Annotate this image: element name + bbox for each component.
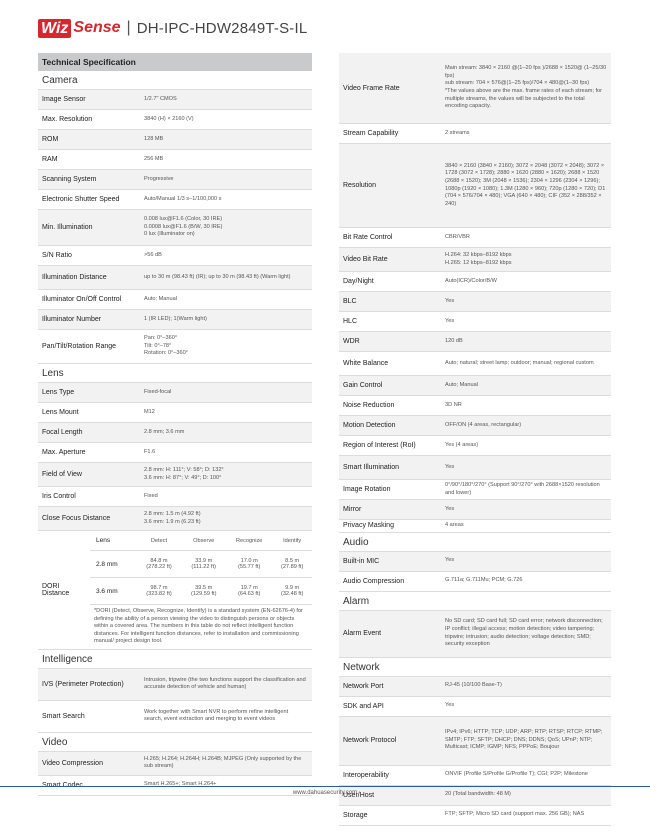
spec-label: Gain Control — [343, 382, 383, 389]
spec-value: Fixed — [144, 492, 158, 499]
spec-row-illumination-distance — [38, 266, 312, 290]
spec-label: Audio Compression — [343, 577, 405, 585]
spec-label: Max. Aperture — [42, 449, 86, 456]
spec-label: Video Frame Rate — [343, 84, 400, 92]
spec-row-max-resolution — [38, 110, 312, 130]
footer-url: www.dahuasecurity.com — [292, 790, 358, 796]
dori-table — [90, 531, 312, 605]
spec-row-wdr — [339, 332, 611, 352]
spec-value: Progressive — [144, 175, 174, 182]
logo-sense: Sense — [73, 19, 121, 36]
dori-header-observe: Observe — [181, 531, 226, 551]
spec-row-motion-detection — [339, 416, 611, 436]
section-title-camera: Camera — [38, 71, 312, 90]
spec-row-illuminator-number — [38, 310, 312, 330]
spec-row-day-night — [339, 272, 611, 292]
spec-label: Image Sensor — [42, 96, 86, 103]
spec-value: 20 (Total bandwidth: 48 M) — [445, 791, 511, 798]
spec-value: RJ-45 (10/100 Base-T) — [445, 682, 502, 689]
spec-row-pan-tilt-rotation-range — [38, 330, 312, 364]
spec-row-lens-mount — [38, 403, 312, 423]
spec-label: Pan/Tilt/Rotation Range — [42, 343, 117, 350]
wizsense-logo — [38, 19, 121, 38]
spec-row-ivs-perimeter-protection — [38, 669, 312, 701]
spec-label: Storage — [343, 811, 368, 819]
spec-row-network-port — [339, 677, 611, 697]
spec-value: Yes — [445, 557, 455, 564]
spec-value: 120 dB — [445, 337, 463, 344]
dori-row — [90, 551, 312, 578]
spec-value: Auto; Manual — [445, 381, 478, 388]
dori-value: 33.9 m (111.22 ft) — [181, 551, 226, 578]
spec-label: Max. Resolution — [42, 116, 93, 123]
spec-label: User/Host — [343, 791, 375, 799]
spec-label: Network Protocol — [343, 737, 397, 745]
spec-label: Smart Illumination — [343, 464, 400, 471]
spec-value: CBR/VBR — [445, 233, 470, 240]
spec-label: Iris Control — [42, 493, 76, 500]
dori-lens: 2.8 mm — [90, 551, 137, 578]
spec-label: White Balance — [343, 360, 389, 367]
spec-row-privacy-masking — [339, 520, 611, 533]
spec-label: Min. Illumination — [42, 224, 93, 231]
spec-row-hlc — [339, 312, 611, 332]
spec-value: 3D NR — [445, 401, 462, 408]
spec-row-bit-rate-control — [339, 228, 611, 248]
dori-header-identify: Identify — [272, 531, 312, 551]
spec-row-region-of-interest-roi — [339, 436, 611, 456]
spec-value: No SD card; SD card full; SD card error; network disconnection; IP conflict; illegal access; motion detection; video tampering; tripwire; intrusion; audio detection; voltage detection; SMD; security exception — [445, 618, 603, 648]
spec-row-video-frame-rate — [339, 53, 611, 124]
dori-value: 17.0 m (55.77 ft) — [226, 551, 272, 578]
spec-value: M12 — [144, 408, 155, 415]
spec-label: Lens Type — [42, 389, 75, 396]
section-title-audio: Audio — [339, 533, 611, 552]
dori-value: 84.8 m (278.22 ft) — [137, 551, 182, 578]
spec-label: S/N Ratio — [42, 252, 72, 259]
dori-value: 8.5 m (27.89 ft) — [272, 551, 312, 578]
spec-value: 2 streams — [445, 129, 470, 136]
spec-label: IVS (Perimeter Protection) — [42, 680, 124, 688]
spec-value: >56 dB — [144, 251, 162, 258]
spec-value: 2.8 mm: 1.5 m (4.92 ft) 3.6 mm: 1.9 m (6.23 ft) — [144, 510, 201, 525]
spec-value: ONVIF (Profile S/Profile G/Profile T); CGI; P2P; Milestone — [445, 771, 588, 778]
spec-value: H.265; H.264; H.264H; H.264B; MJPEG (Only supported by the sub stream) — [144, 755, 302, 770]
spec-value: up to 30 m (98.43 ft) (IR); up to 30 m (98.43 ft) (Warm light) — [144, 273, 291, 280]
spec-value: 0.008 lux@F1.6 (Color, 30 IRE) 0.0008 lux@F1.6 (B/W, 30 IRE) 0 lux (Illuminator on) — [144, 216, 223, 238]
spec-value: Yes — [445, 317, 455, 324]
spec-row-iris-control — [38, 487, 312, 507]
dori-header-lens: Lens — [90, 531, 137, 551]
spec-row-image-rotation — [339, 480, 611, 500]
spec-value: Yes — [445, 297, 455, 304]
spec-label: Video Compression — [42, 759, 103, 767]
spec-label: Scanning System — [42, 176, 97, 183]
spec-label: Mirror — [343, 506, 362, 513]
spec-value: Auto(ICR)/Color/B/W — [445, 277, 497, 284]
spec-value: 2.8 mm: H: 111°; V: 58°; D: 132° 3.6 mm: H: 87°; V: 49°; D: 100° — [144, 466, 224, 481]
spec-row-video-compression — [38, 752, 312, 776]
spec-label: Illumination Distance — [42, 274, 107, 281]
spec-row-resolution — [339, 144, 611, 228]
spec-value: 1 (IR LED); 1(Warm light) — [144, 315, 207, 322]
spec-value: 4 areas — [445, 522, 464, 528]
dori-value: 98.7 m (323.82 ft) — [137, 578, 182, 605]
spec-label: Field of View — [42, 471, 82, 478]
spec-value: Auto; Manual — [144, 295, 177, 302]
spec-value: Yes — [445, 505, 455, 512]
spec-row-audio-compression — [339, 572, 611, 592]
spec-label: Smart Codec — [42, 781, 83, 789]
spec-label: Interoperability — [343, 771, 389, 779]
spec-value: 0°/90°/180°/270° (Support 90°/270° with 2688×1520 resolution and lower) — [445, 481, 600, 496]
spec-row-smart-search — [38, 701, 312, 733]
spec-label: Privacy Masking — [343, 522, 394, 530]
spec-label: BLC — [343, 298, 357, 305]
spec-row-ram — [38, 150, 312, 170]
spec-row-alarm-event — [339, 611, 611, 658]
spec-label: Electronic Shutter Speed — [42, 196, 120, 203]
spec-value: Intrusion, tripwire (the two functions support the classification and accurate detection of vehicle and human) — [144, 676, 306, 691]
spec-value: OFF/ON (4 areas, rectangular) — [445, 421, 522, 428]
spec-label: ROM — [42, 136, 59, 143]
spec-label: Bit Rate Control — [343, 234, 393, 241]
section-title-network: Network — [339, 658, 611, 677]
dori-lens: 3.6 mm — [90, 578, 137, 605]
spec-value: IPv4; IPv6; HTTP; TCP; UDP; ARP; RTP; RTSP; RTCP; RTMP; SMTP; FTP; SFTP; DHCP; DNS; DDNS; QoS; UPnP; NTP; Multicast; ICMP; IGMP; NFS; PPPoE; Boujour — [445, 729, 603, 751]
spec-label: Lens Mount — [42, 409, 79, 416]
left-column — [38, 53, 312, 796]
dori-value: 9.9 m (32.48 ft) — [272, 578, 312, 605]
spec-value: FTP; SFTP; Micro SD card (support max. 256 GB); NAS — [445, 811, 585, 818]
spec-label: SDK and API — [343, 702, 384, 710]
spec-label: Close Focus Distance — [42, 515, 111, 522]
spec-value: 128 MB — [144, 135, 164, 142]
spec-value: F1.6 — [144, 448, 156, 455]
spec-row-gain-control — [339, 376, 611, 396]
spec-value: Fixed-focal — [144, 388, 172, 395]
spec-row-noise-reduction — [339, 396, 611, 416]
section-title-intelligence: Intelligence — [38, 650, 312, 669]
spec-row-mirror — [339, 500, 611, 520]
spec-row-smart-illumination — [339, 456, 611, 480]
spec-row-storage — [339, 806, 611, 826]
spec-row-built-in-mic — [339, 552, 611, 572]
spec-value: 2.8 mm; 3.6 mm — [144, 428, 185, 435]
spec-label: Day/Night — [343, 278, 374, 285]
spec-label: Resolution — [343, 182, 377, 189]
footer-divider — [0, 786, 650, 787]
model-number: DH-IPC-HDW2849T-S-IL — [136, 19, 308, 37]
spec-label: WDR — [343, 338, 360, 345]
logo-wiz: Wiz — [38, 19, 71, 38]
spec-value: Main stream: 3840 × 2160 @(1–20 fps )/2688 × 1520@ (1–25/30 fps) sub stream: 704 × 576@(1–25 fps)/704 × 480@(1–30 fps) *The values above are the max. frame rates of each stream; for multiple streams, the values will be subjected to the total encoding capacity. — [445, 65, 607, 110]
spec-row-blc — [339, 292, 611, 312]
spec-row-rom — [38, 130, 312, 150]
dori-row — [90, 578, 312, 605]
spec-value: Auto; natural; street lamp; outdoor; manual; regional custom — [445, 359, 594, 366]
spec-label: Noise Reduction — [343, 402, 395, 409]
section-title-alarm: Alarm — [339, 592, 611, 611]
spec-value: Work together with Smart NVR to perform refine intelligent search, event extraction and merging to event videos — [144, 708, 289, 723]
spec-value: 1/2.7" CMOS — [144, 95, 177, 102]
spec-row-network-protocol — [339, 717, 611, 766]
right-column — [339, 53, 611, 826]
spec-label: Video Bit Rate — [343, 256, 388, 263]
spec-value: 3840 × 2160 (3840 × 2160); 3072 × 2048 (3072 × 2048); 3072 × 1728 (3072 × 1728); 2880 × 1620 (2880 × 1620); 2688 × 1520 (2688 × 1520); 3M (2048 × 1536); 2304 × 1296 (2304 × 1296); 1080p (1920 × 1080); 1.3M (1280 × 960); 720p (1280 × 720); D1 (704 × 576/704 × 480); VGA (640 × 480); CIF (352 × 288/352 × 240) — [445, 162, 606, 207]
spec-row-white-balance — [339, 352, 611, 376]
spec-value: Yes (4 areas) — [445, 441, 479, 448]
spec-row-s-n-ratio — [38, 246, 312, 266]
dori-value: 39.5 m (129.59 ft) — [181, 578, 226, 605]
spec-row-illuminator-on-off-control — [38, 290, 312, 310]
dori-header-detect: Detect — [137, 531, 182, 551]
spec-row-electronic-shutter-speed — [38, 190, 312, 210]
spec-row-sdk-and-api — [339, 697, 611, 717]
dori-label: DORI Distance — [42, 582, 70, 597]
spec-value: Auto/Manual 1/3 s–1/100,000 s — [144, 195, 222, 202]
spec-label: Illuminator On/Off Control — [42, 296, 122, 303]
spec-value: G.711a; G.711Mu; PCM; G.726 — [445, 577, 523, 584]
section-title-lens: Lens — [38, 364, 312, 383]
spec-value: H.264: 32 kbps–8192 kbps H.265: 12 kbps–8192 kbps — [445, 251, 512, 266]
spec-label: Motion Detection — [343, 422, 396, 429]
page-header — [38, 18, 307, 38]
spec-label: Alarm Event — [343, 630, 382, 638]
spec-value: 256 MB — [144, 155, 164, 162]
spec-value: Yes — [445, 702, 455, 709]
spec-row-stream-capability — [339, 124, 611, 144]
spec-row-lens-type — [38, 383, 312, 403]
spec-label: Smart Search — [42, 712, 85, 720]
spec-value: 3840 (H) × 2160 (V) — [144, 115, 194, 122]
spec-row-field-of-view — [38, 463, 312, 487]
header-separator: | — [126, 19, 131, 36]
section-title-video: Video — [38, 733, 312, 752]
spec-row-max-aperture — [38, 443, 312, 463]
spec-label: Stream Capability — [343, 130, 399, 137]
spec-label: Region of Interest (RoI) — [343, 442, 416, 449]
spec-label: Built-in MIC — [343, 557, 380, 565]
dori-header-recognize: Recognize — [226, 531, 272, 551]
spec-row-video-bit-rate — [339, 248, 611, 272]
spec-row-min-illumination — [38, 210, 312, 246]
spec-label: Focal Length — [42, 429, 83, 436]
spec-row-focal-length — [38, 423, 312, 443]
spec-row-close-focus-distance — [38, 507, 312, 531]
spec-row-image-sensor — [38, 90, 312, 110]
spec-value: Pan: 0°–360° Tilt: 0°–78° Rotation: 0°–360° — [144, 335, 188, 357]
dori-value: 19.7 m (64.63 ft) — [226, 578, 272, 605]
spec-label: HLC — [343, 318, 358, 325]
dori-distance-block — [38, 531, 312, 650]
spec-label: Network Port — [343, 682, 384, 690]
spec-banner: Technical Specification — [38, 53, 312, 71]
spec-row-scanning-system — [38, 170, 312, 190]
dori-note: *DORI (Detect, Observe, Recognize, Identify) is a standard system (EN-62676-4) for defining the ability of a person viewing the video to distinguish persons or objects within a covered area. The numbers in this table do not reflect intelligent function distances. For intelligent function distances, refer to installation and commissioning manual/ project design tool. — [94, 608, 303, 645]
spec-label: Illuminator Number — [42, 316, 102, 323]
spec-value: Smart H.265+; Smart H.264+ — [144, 781, 217, 788]
spec-label: RAM — [42, 156, 58, 163]
spec-label: Image Rotation — [343, 486, 391, 493]
spec-row-interoperability — [339, 766, 611, 786]
spec-value: Yes — [445, 463, 455, 470]
